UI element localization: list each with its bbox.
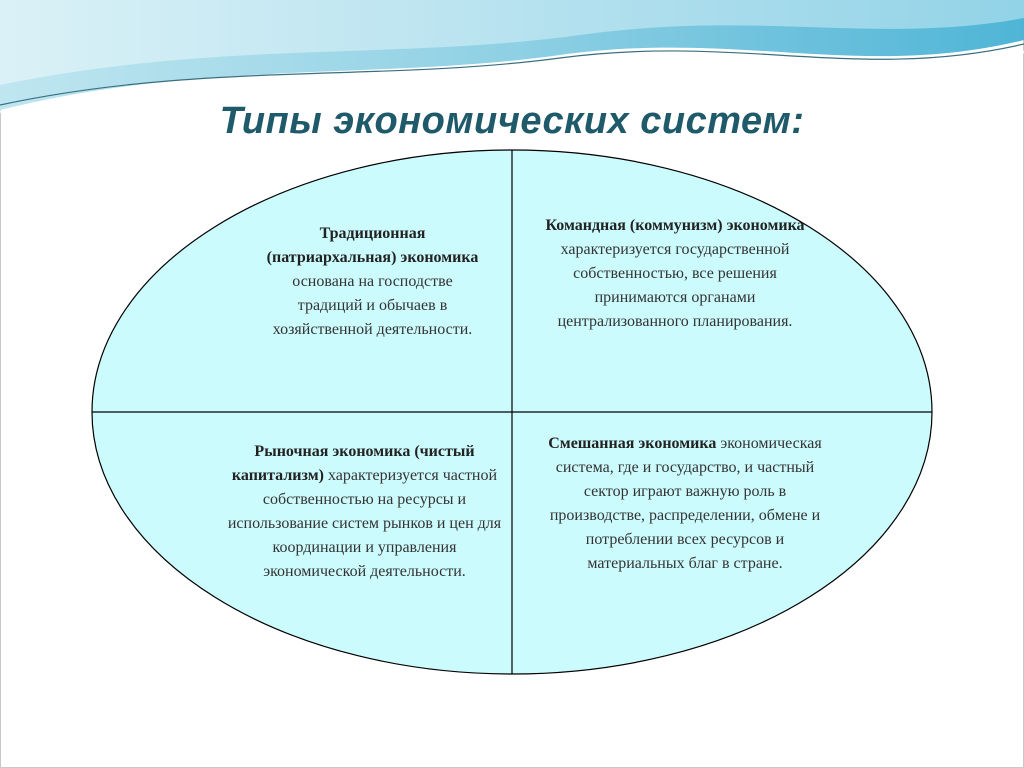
traditional-economy-text <box>260 222 485 342</box>
page-title: Типы экономических систем: <box>219 100 805 142</box>
command-economy-heading: Командная (коммунизм) экономика <box>545 217 805 234</box>
traditional-economy-heading: Традиционная (патриархальная) экономика <box>266 225 479 266</box>
mixed-economy-description: экономическая система, где и государство, и частный сектор играют важную роль в производстве, распределении, обмене и потреблении всех ресурсов и материальных благ в стране. <box>549 435 822 572</box>
traditional-economy-description: основана на господстве традиций и обычаев в хозяйственной деятельности. <box>272 273 473 338</box>
command-economy-description: характеризуется государственной собственностью, все решения принимаются органами централизованного планирования. <box>557 241 793 330</box>
market-economy-text <box>222 440 507 584</box>
market-economy-heading: Рыночная экономика (чистый капитализм) <box>231 443 475 484</box>
market-economy-description: характеризуется частной собственностью на ресурсы и использование систем рынков и цен для координации и управления экономической деятельности. <box>227 467 502 580</box>
mixed-economy-text <box>540 432 830 576</box>
mixed-economy-heading: Смешанная экономика <box>548 435 721 452</box>
command-economy-text <box>540 214 810 334</box>
